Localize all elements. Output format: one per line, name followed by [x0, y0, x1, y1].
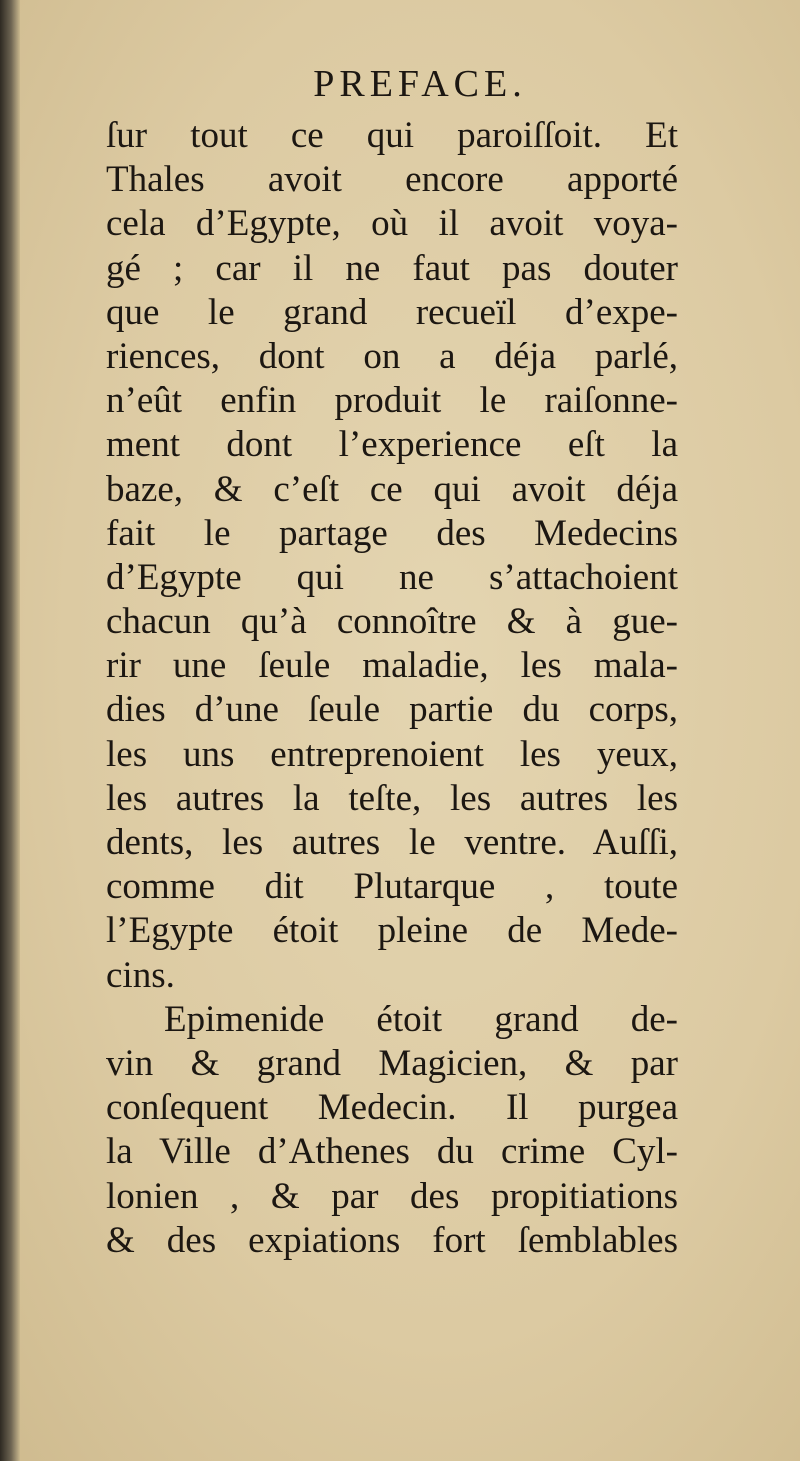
text-line: riences, dont on a déja parlé,: [106, 335, 678, 377]
text-line: ment dont l’experience eſt la: [106, 424, 678, 466]
text-line: les uns entreprenoient les yeux,: [106, 733, 678, 775]
body-text: [106, 114, 678, 1263]
text-line: dies d’une ſeule partie du corps,: [106, 689, 678, 731]
paragraph-first-line: Epimenide étoit grand de-: [164, 998, 678, 1040]
text-line: fait le partage des Medecins: [106, 512, 678, 554]
text-line: rir une ſeule maladie, les mala-: [106, 645, 678, 687]
text-line: dents, les autres le ventre. Auſſi,: [106, 822, 678, 863]
text-line: l’Egypte étoit pleine de Mede-: [106, 910, 678, 952]
text-line: gé ; car il ne faut pas douter: [106, 247, 678, 289]
text-line: & des expiations fort ſemblables: [106, 1219, 678, 1261]
text-line: ſur tout ce qui paroiſſoit. Et: [106, 115, 678, 156]
text-line: baze, & c’eſt ce qui avoit déja: [106, 468, 678, 510]
text-line: que le grand recueïl d’expe-: [106, 291, 678, 333]
text-line: comme dit Plutarque , toute: [106, 866, 678, 908]
text-line: chacun qu’à connoître & à gue-: [106, 601, 678, 643]
text-line: la Ville d’Athenes du crime Cyl-: [106, 1131, 678, 1173]
text-line: cela d’Egypte, où il avoit voya-: [106, 203, 678, 245]
text-line: vin & grand Magicien, & par: [106, 1042, 678, 1084]
text-line: lonien , & par des propitiations: [106, 1175, 678, 1217]
text-line: les autres la teſte, les autres les: [106, 777, 678, 819]
page-binding-edge: [0, 0, 20, 1461]
text-line: Thales avoit encore apporté: [106, 159, 678, 201]
text-line: n’eût enfin produit le raiſonne-: [106, 380, 678, 422]
running-header: PREFACE.: [313, 63, 527, 105]
text-line: conſequent Medecin. Il purgea: [106, 1087, 678, 1129]
text-line: cins.: [106, 954, 175, 996]
text-line: d’Egypte qui ne s’attachoient: [106, 556, 678, 598]
